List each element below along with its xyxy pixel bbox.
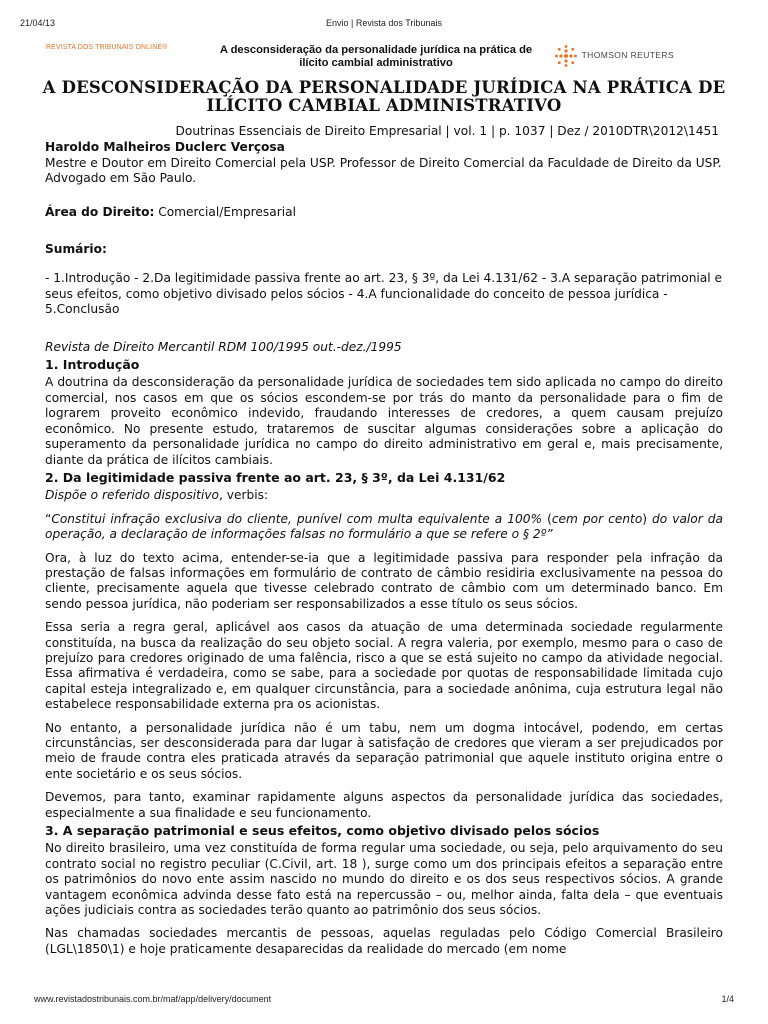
document-body [45,124,723,957]
section-2-title: 2. Da legitimidade passiva frente ao art. 23, § 3º, da Lei 4.131/62 [45,469,506,485]
print-date: 21/04/13 [20,18,56,28]
brand-header [46,44,726,74]
section-2-paragraph-1: Ora, à luz do texto acima, entender-se-ia que a legitimidade passiva para responder pela infração da prestação de falsas informações em formulário de contrato de câmbio residiria exclusivamente na pessoa do cliente, precisamente aquela que tivesse celebrado contrato de câmbio com um determinado banco. Em sendo pessoa jurídica, não poderiam ser responsabilizados a esse título os seus sócios. [45,550,723,611]
section-2-paragraph-3: No entanto, a personalidade jurídica não é um tabu, nem um dogma intocável, podendo, em certas circunstâncias, ser desconsiderada para dar lugar à satisfação de credores que vieram a ser prejudicados por meio de fraude contra eles praticada através da separação patrimonial que aquele instituto origina entre o ente societário e os seus sócios. [45,720,723,781]
thomson-reuters-logo-icon [554,44,578,68]
quote-text-2: ( [542,511,552,526]
section-1-paragraph: A doutrina da desconsideração da personalidade jurídica de sociedades tem sido aplicada no campo do direito comercial, nos casos em que os sócios escondem-se por trás do manto da personalidade para o fim de lograrem proveito econômico indevido, fraudando interesses de credores, a quem causam prejuízo econômico. No presente estudo, trataremos de suscitar algumas considerações sobre a aplicação do superamento da personalidade jurídica no campo do direito administrativo em geral e, mais precisamente, diante da prática de ilícitos cambiais. [45,375,723,467]
print-page-title: Envio | Revista dos Tribunais [326,18,442,28]
intro-rest: , verbis: [219,488,269,503]
area-value: Comercial/Empresarial [154,204,296,219]
quote-mark: “ [45,511,52,526]
section-2-paragraph-2: Essa seria a regra geral, aplicável aos casos da atuação de uma determinada sociedade regularmente constituída, na busca da realização do seu objeto social. A regra valeria, por exemplo, mesmo para o caso de prejuízo para credores originado de uma falência, risco a que se está sujeito no campo da atividade negocial. Essa afirmativa é verdadeira, como se sabe, para a sociedade por quotas de responsabilidade limitada cujo capital esteja integralizado e, em qualquer circunstância, para a sociedade anônima, cuja estrutura legal não estabelece responsabilidade externa pra os acionistas. [45,620,723,712]
section-3-title: 3. A separação patrimonial e seus efeitos, como objetivo divisado pelos sócios [45,823,600,839]
print-footer [0,994,768,1008]
document-title: A DESCONSIDERAÇÃO DA PERSONALIDADE JURÍDICA NA PRÁTICA DE ILÍCITO CAMBIAL ADMINISTRATIVO [42,78,726,115]
section-3-paragraph-2: Nas chamadas sociedades mercantis de pessoas, aquelas reguladas pelo Código Comercial Brasileiro (LGL\1850\1) e hoje praticamente desaparecidas da realidade do mercado (em nome [45,926,723,956]
summary-label: Sumário: [45,242,107,257]
author-bio: Mestre e Doutor em Direito Comercial pela USP. Professor de Direito Comercial da Faculdade de Direito da USP. Advogado em São Paulo. [45,155,722,186]
quote-text-3: cem por cento [551,511,643,526]
rt-online-logo: REVISTA DOS TRIBUNAIS ONLINE® [46,44,168,51]
section-2-paragraph-4: Devemos, para tanto, examinar rapidamente alguns aspectos da personalidade jurídica das sociedades, especialmente a sua finalidade e seu funcionamento. [45,790,723,820]
print-header [0,18,768,32]
quote-text-4: ) [642,511,653,526]
section-2-intro [45,488,723,503]
section-3-paragraph-1: No direito brasileiro, uma vez constituída de forma regular uma sociedade, ou seja, pelo arquivamento do seu contrato social no registro peculiar (C.Civil, art. 18 ), surge como um dos principais efeitos a separação entre os patrimônios do novo ente assim nascido no mundo do direito e os dos seus respectivos sócios. A grande vantagem econômica advinda desse fato está na repercussão – ou, melhor ainda, falta dela – que eventuais ações judiciais contra as sociedades terão quanto ao patrimônio dos seus sócios. [45,841,723,918]
author-name: Haroldo Malheiros Duclerc Verçosa [45,140,285,155]
section-1-title: 1. Introdução [45,357,140,373]
summary-text: - 1.Introdução - 2.Da legitimidade passiva frente ao art. 23, § 3º, da Lei 4.131/62 - 3.A separação patrimonial e seus efeitos, como objetivo divisado pelos sócios - 4.A funcionalidade do conceito de pessoa jurídica - 5.Conclusão [45,271,723,317]
thomson-reuters-text: THOMSON REUTERS [581,50,674,60]
citation: Revista de Direito Mercantil RDM 100/1995 out.-dez./1995 [45,339,402,354]
header-document-title: A desconsideração da personalidade jurídica na prática de ilícito cambial administrativo [219,44,533,69]
law-quote [45,512,723,543]
intro-italic: Dispõe o referido dispositivo [45,488,220,503]
source-line: Doutrinas Essenciais de Direito Empresarial | vol. 1 | p. 1037 | Dez / 2010DTR\2012\1451 [175,124,719,138]
quote-text-1: Constitui infração exclusiva do cliente, punível com multa equivalente a 100% [51,511,543,526]
document-url-link[interactable]: www.revistadostribunais.com.br/maf/app/delivery/document [34,994,272,1004]
page-number: 1/4 [721,994,734,1004]
area-line [45,205,723,220]
area-label: Área do Direito: [45,204,155,219]
quote-text-5: do valor da operação, a declaração de informações falsas no formulário a que se refere o § 2º” [45,511,723,542]
